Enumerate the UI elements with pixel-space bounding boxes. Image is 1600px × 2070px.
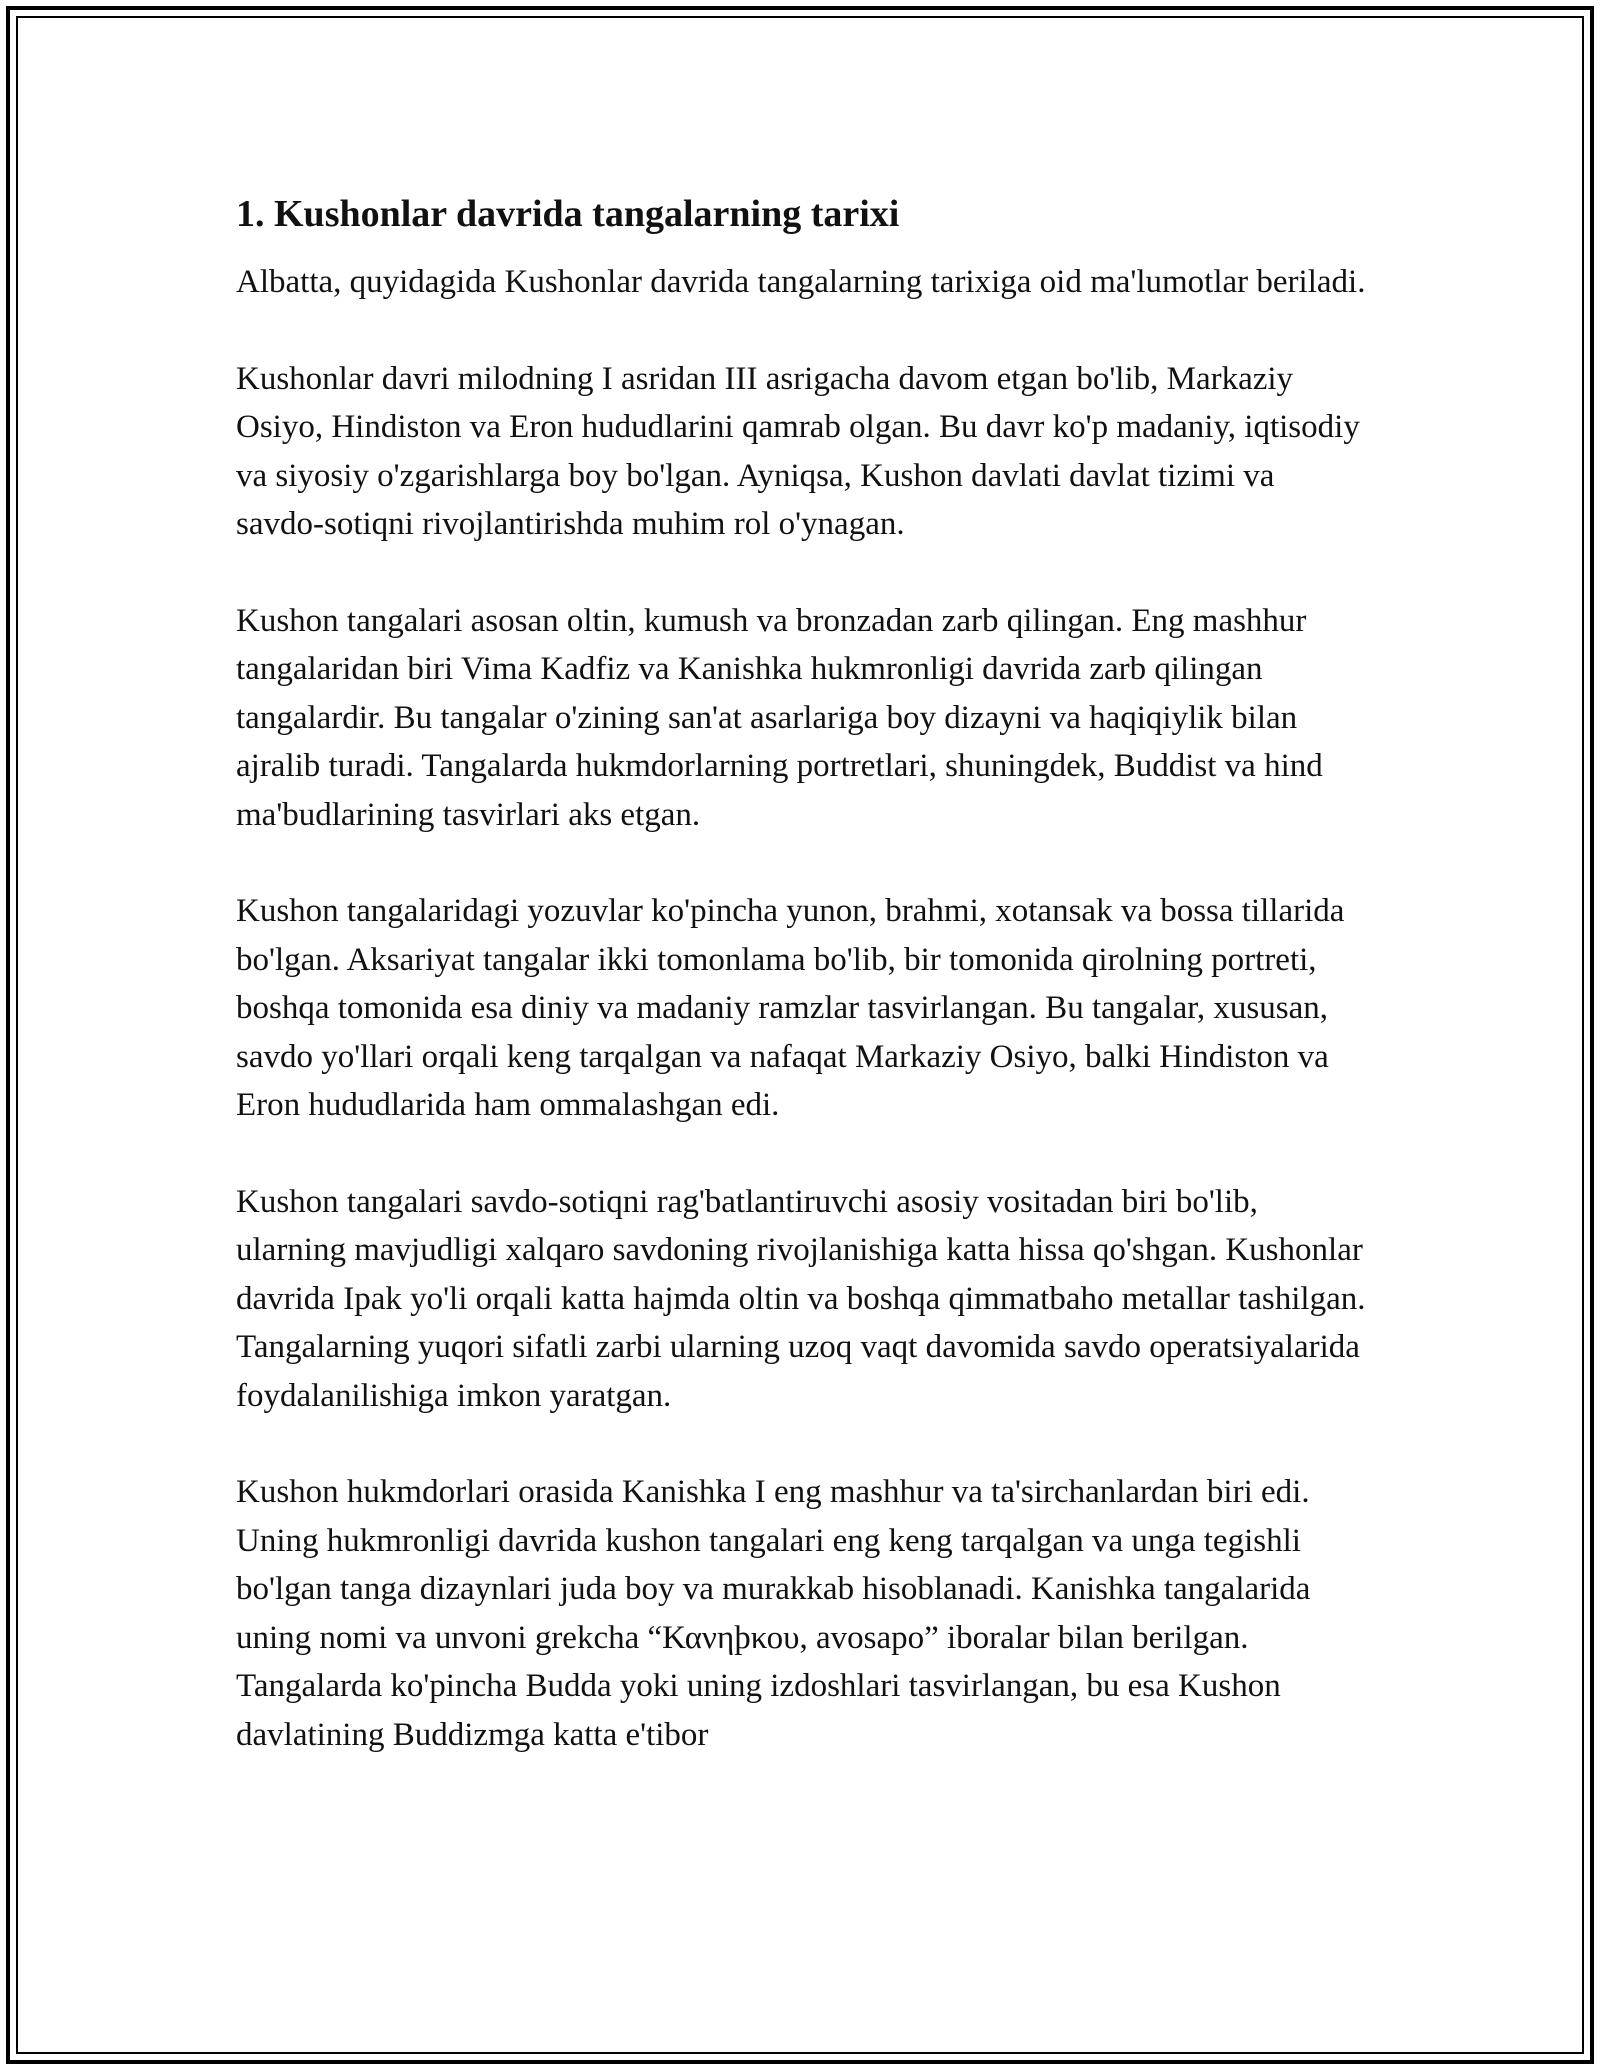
paragraph-coin-trade: Kushon tangalari savdo-sotiqni rag'batlantiruvchi asosiy vositadan biri bo'lib, ularning mavjudligi xalqaro savdoning rivojlanishiga katta hissa qo'shgan. Kushonlar davrida Ipak yo'li orqali katta hajmda oltin va boshqa qimmatbaho metallar tashilgan. Tangalarning yuqori sifatli zarbi ularning uzoq vaqt davomida savdo operatsiyalarida foydalanilishiga imkon yaratgan. bbox=[236, 1183, 1366, 1414]
document-body bbox=[236, 186, 1370, 1759]
paragraph-intro: Albatta, quyidagida Kushonlar davrida tangalarning tarixiga oid ma'lumotlar beriladi. bbox=[236, 264, 1366, 300]
document-title: 1. Kushonlar davrida tangalarning tarixi bbox=[236, 193, 900, 235]
paragraph-coin-materials: Kushon tangalari asosan oltin, kumush va bronzadan zarb qilingan. Eng mashhur tangalaridan biri Vima Kadfiz va Kanishka hukmronligi davrida zarb qilingan tangalardir. Bu tangalar o'zining san'at asarlariga boy dizayni va haqiqiylik bilan ajralib turadi. Tangalarda hukmdorlarning portretlari, shuningdek, Buddist va hind ma'budlarining tasvirlari aks etgan. bbox=[236, 602, 1323, 833]
paragraph-coin-inscriptions: Kushon tangalaridagi yozuvlar ko'pincha yunon, brahmi, xotansak va bossa tillarida bo'lgan. Aksariyat tangalar ikki tomonlama bo'lib, bir tomonida qirolning portreti, boshqa tomonida esa diniy va madaniy ramzlar tasvirlangan. Bu tangalar, xususan, savdo yo'llari orqali keng tarqalgan va nafaqat Markaziy Osiyo, balki Hindiston va Eron hududlarida ham ommalashgan edi. bbox=[236, 893, 1345, 1123]
paragraph-kanishka: Kushon hukmdorlari orasida Kanishka I eng mashhur va ta'sirchanlardan biri edi. Uning hukmronligi davrida kushon tangalari eng keng tarqalgan va unga tegishli bo'lgan tanga dizaynlari juda boy va murakkab hisoblanadi. Kanishka tangalarida uning nomi va unvoni grekcha “Κανηϸκου, avosapo” iboralar bilan berilgan. Tangalarda ko'pincha Budda yoki uning izdoshlari tasvirlangan, bu esa Kushon davlatining Buddizmga katta e'tibor bbox=[236, 1474, 1311, 1753]
paragraph-kushan-period: Kushonlar davri milodning I asridan III asrigacha davom etgan bo'lib, Markaziy Osiyo, Hindiston va Eron hududlarini qamrab olgan. Bu davr ko'p madaniy, iqtisodiy va siyosiy o'zgarishlarga boy bo'lgan. Ayniqsa, Kushon davlati davlat tizimi va savdo-sotiqni rivojlantirishda muhim rol o'ynagan. bbox=[236, 360, 1360, 542]
